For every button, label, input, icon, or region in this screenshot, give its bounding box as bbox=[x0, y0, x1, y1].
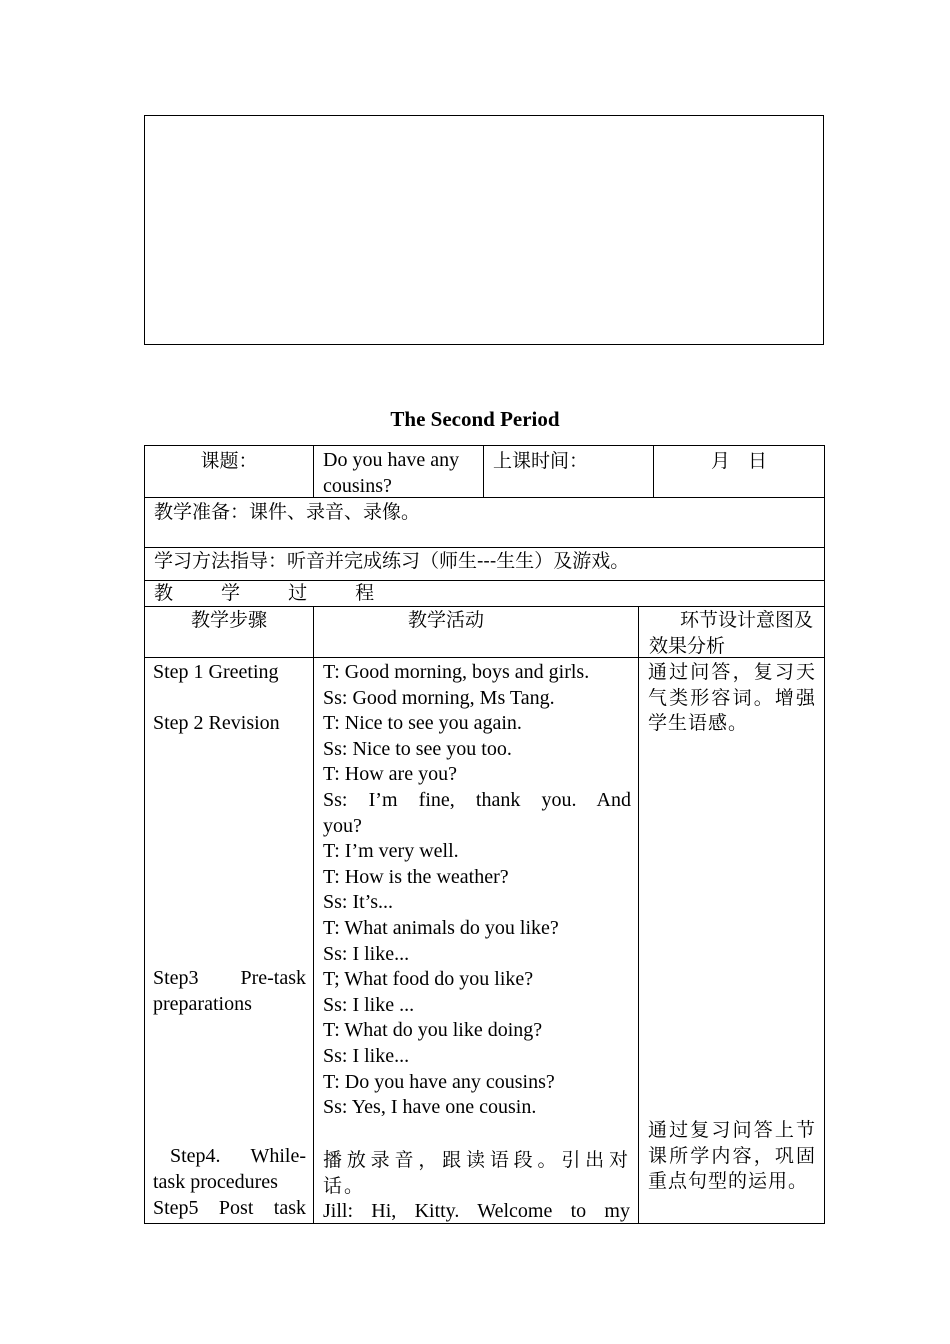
table-border-left bbox=[144, 445, 145, 1224]
purpose-note: 通过复习问答上节课所学内容，巩固重点句型的运用。 bbox=[648, 1119, 816, 1193]
col-divider bbox=[483, 445, 484, 498]
step-2: Step 2 Revision bbox=[153, 712, 280, 734]
activity-note: 播放录音，跟读语段。引出对话。 bbox=[323, 1149, 630, 1197]
purpose-note: 通过问答，复习天气类形容词。增强学生语感。 bbox=[648, 661, 816, 735]
table-border-top bbox=[144, 445, 825, 446]
dialogue-line: Ss: Nice to see you too. bbox=[323, 737, 512, 760]
activities-list bbox=[323, 660, 631, 1121]
step-3: Step3 Pre-task preparations bbox=[153, 967, 306, 1015]
topic-value: Do you have any cousins? bbox=[323, 449, 460, 497]
time-label: 上课时间： bbox=[493, 450, 589, 472]
col-header-activities: 教学活动 bbox=[407, 609, 484, 631]
row-divider bbox=[144, 547, 825, 548]
step-4: Step4. While-task procedures bbox=[153, 1145, 306, 1193]
preparation-row: 教学准备：课件、录音、录像。 bbox=[154, 501, 421, 523]
dialogue-line: T: Do you have any cousins? bbox=[323, 1070, 555, 1093]
dialogue-line: Ss: I like ... bbox=[323, 993, 415, 1016]
dialogue-line: T; What food do you like? bbox=[323, 968, 534, 991]
dialogue-line: T: How are you? bbox=[323, 763, 457, 786]
dialogue-line: T: I’m very well. bbox=[323, 840, 459, 863]
step-5: Step5 Post task bbox=[153, 1197, 306, 1219]
date-value: 月 日 bbox=[710, 450, 768, 472]
col-header-steps: 教学步骤 bbox=[190, 609, 267, 631]
col-header-purpose: 环节设计意图及效果分析 bbox=[649, 609, 814, 657]
dialogue-line: Jill: Hi, Kitty. Welcome to my bbox=[323, 1200, 630, 1222]
col-divider bbox=[313, 445, 314, 498]
dialogue-line: Ss: I’m fine, thank you. And you? bbox=[323, 788, 631, 837]
dialogue-line: T: Nice to see you again. bbox=[323, 712, 522, 735]
dialogue-line: Ss: Yes, I have one cousin. bbox=[323, 1096, 537, 1119]
col-divider bbox=[313, 606, 314, 1224]
row-divider bbox=[144, 497, 825, 498]
col-divider bbox=[638, 606, 639, 1224]
dialogue-line: T: What do you like doing? bbox=[323, 1019, 543, 1042]
table-border-right bbox=[824, 445, 825, 1224]
dialogue-line: T: What animals do you like? bbox=[323, 916, 559, 939]
dialogue-line: Ss: It’s... bbox=[323, 891, 394, 914]
dialogue-line: T: How is the weather? bbox=[323, 865, 509, 888]
dialogue-line: T: Good morning, boys and girls. bbox=[323, 661, 590, 683]
dialogue-line: Ss: Good morning, Ms Tang. bbox=[323, 686, 555, 709]
method-row: 学习方法指导：听音并完成练习（师生---生生）及游戏。 bbox=[154, 550, 630, 572]
topic-label: 课题： bbox=[200, 450, 258, 472]
dialogue-line: Ss: I like... bbox=[323, 1044, 410, 1067]
page-title: The Second Period bbox=[390, 407, 560, 431]
step-1: Step 1 Greeting bbox=[153, 661, 279, 683]
process-heading: 教 学 过 程 bbox=[154, 582, 396, 604]
dialogue-line: Ss: I like... bbox=[323, 942, 410, 965]
